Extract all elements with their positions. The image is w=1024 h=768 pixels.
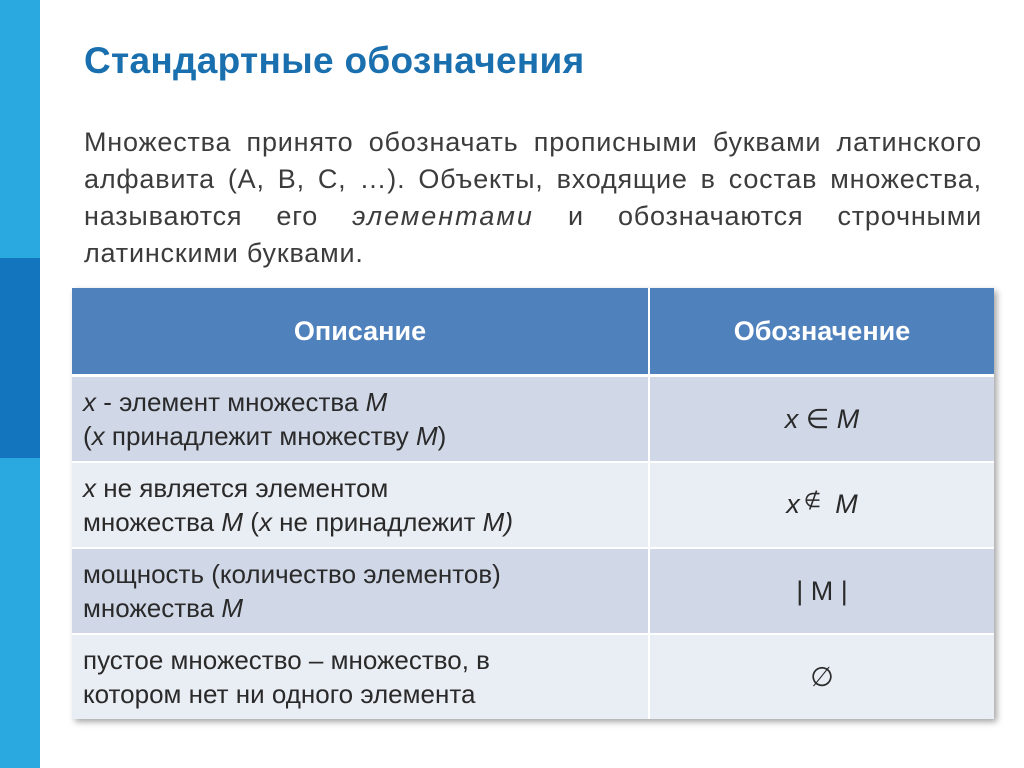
row1-notation: x ∈ M (649, 376, 994, 463)
table-header-row (72, 288, 994, 376)
element-of-symbol: ∈ (798, 404, 837, 434)
intro-emphasis: элементами (352, 201, 534, 231)
table-row-empty-set (72, 634, 994, 719)
header-notation: Обозначение (649, 288, 994, 376)
side-accent-bar-dark (0, 258, 40, 458)
slide-title: Стандартные обозначения (84, 40, 585, 81)
notation-table (72, 288, 994, 719)
intro-paragraph (84, 124, 982, 272)
row2-notation: x ∉ M (649, 462, 994, 548)
table-row-cardinality (72, 548, 994, 634)
row2-description: x не является элементом множества M (x не принадлежит M) (72, 462, 649, 548)
table-row-element-of (72, 376, 994, 463)
row3-notation: | M | (649, 548, 994, 634)
empty-set-symbol: ∅ (649, 634, 994, 719)
table-row-not-element-of (72, 462, 994, 548)
intro-text-part2: и обозначаются строчными латинскими буквами. (84, 201, 982, 268)
row3-description: мощность (количество элементов) множества M (72, 548, 649, 634)
header-description: Описание (72, 288, 649, 376)
intro-text-part1: Множества принято обозначать прописными буквами латинского алфавита (A, B, C, …). Объекты, входящие в состав множества, называются его (84, 127, 982, 231)
row1-description: x - элемент множества M (x принадлежит множеству M) (72, 376, 649, 463)
not-element-of-symbol: ∉ (803, 489, 822, 512)
row4-description: пустое множество – множество, в котором нет ни одного элемента (72, 634, 649, 719)
